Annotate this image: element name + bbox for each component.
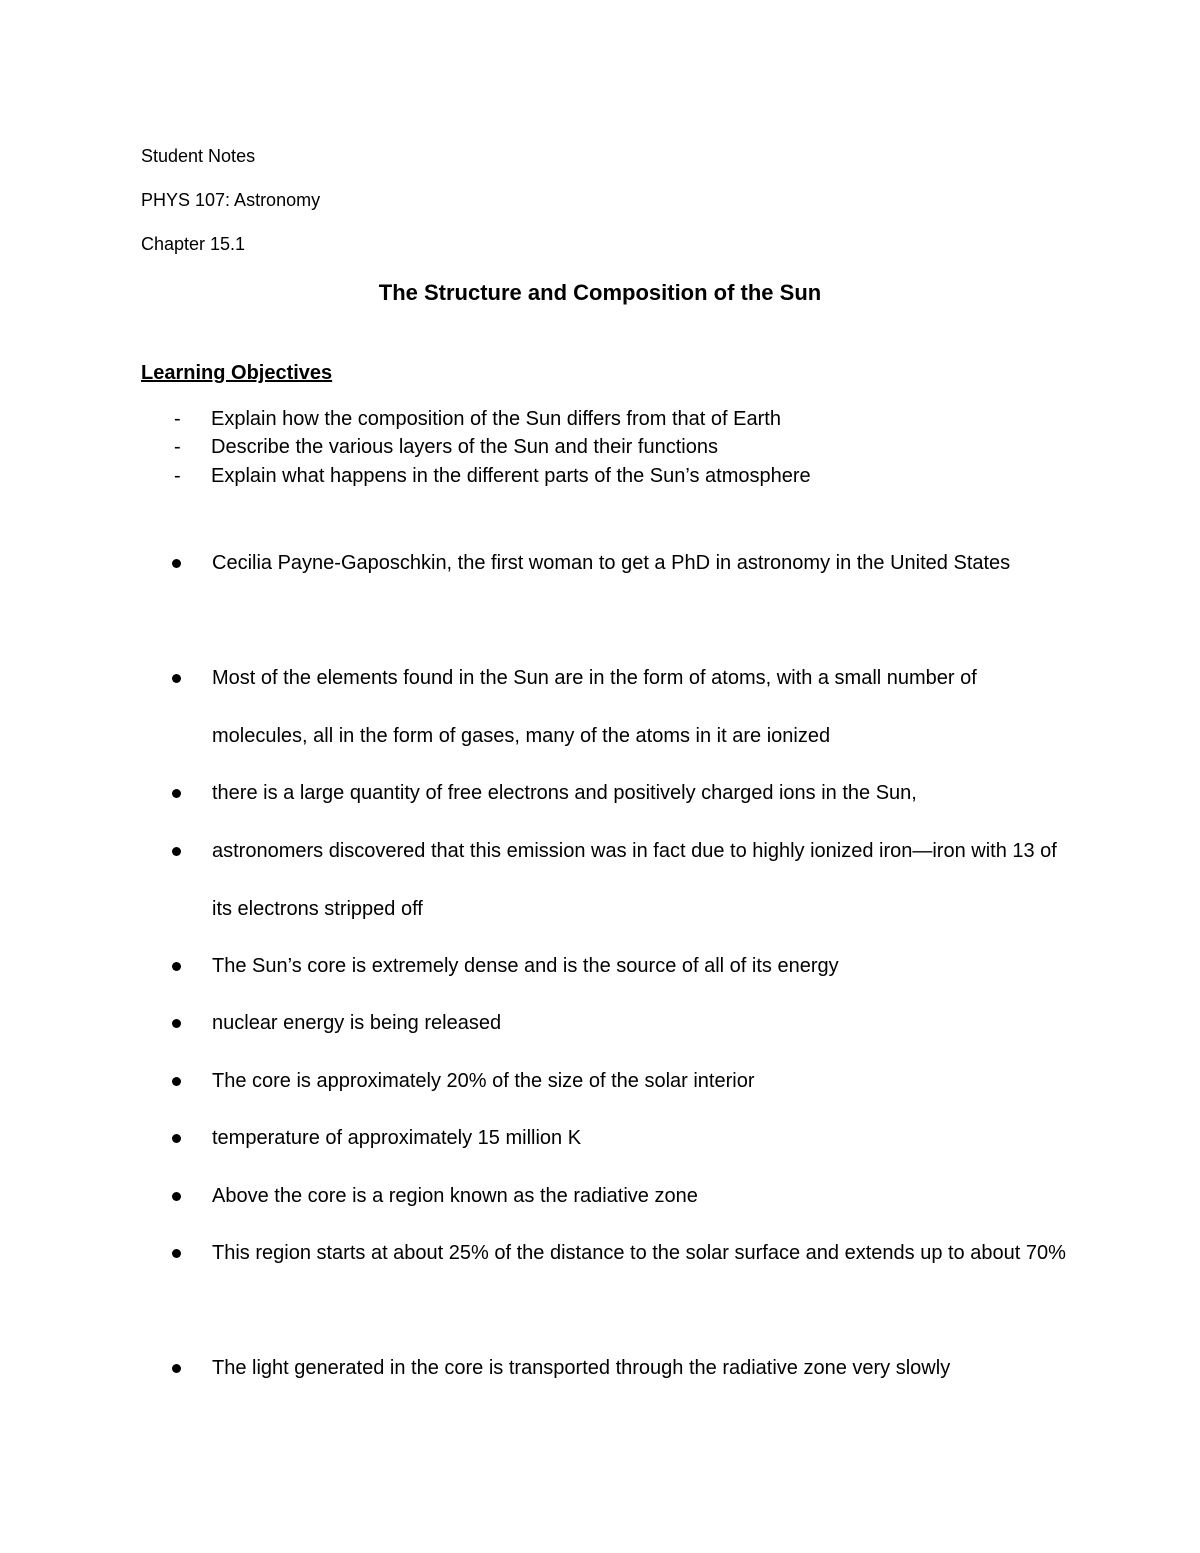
objective-text: Explain how the composition of the Sun differs from that of Earth bbox=[211, 408, 781, 430]
list-item bbox=[172, 1053, 1072, 1111]
list-item bbox=[172, 1168, 1072, 1226]
page-title: The Structure and Composition of the Sun bbox=[378, 280, 822, 305]
list-item-text: Above the core is a region known as the radiative zone bbox=[212, 1185, 698, 1207]
student-notes-label: Student Notes bbox=[141, 146, 256, 166]
list-item bbox=[172, 938, 1072, 996]
list-item-text: This region starts at about 25% of the distance to the solar surface and extends up to about 70% bbox=[212, 1242, 1066, 1264]
chapter-label: Chapter 15.1 bbox=[141, 234, 246, 254]
list-item-text: Most of the elements found in the Sun are in the form of atoms, with a small number of molecules, all in the form of gases, many of the atoms in it are ionized bbox=[212, 667, 977, 747]
list-item-text: The core is approximately 20% of the size of the solar interior bbox=[212, 1070, 755, 1092]
bullet-icon bbox=[172, 1192, 181, 1201]
list-item bbox=[172, 1225, 1072, 1283]
list-item bbox=[172, 995, 1072, 1053]
bullet-icon bbox=[172, 559, 181, 568]
bullet-icon bbox=[172, 1249, 181, 1258]
bullet-icon bbox=[172, 674, 181, 683]
list-item-text: The light generated in the core is transported through the radiative zone very slowly bbox=[212, 1357, 951, 1379]
list-item-text: there is a large quantity of free electrons and positively charged ions in the Sun, bbox=[212, 782, 917, 804]
course-label: PHYS 107: Astronomy bbox=[141, 190, 321, 210]
list-item bbox=[172, 650, 1072, 765]
list-item-text: astronomers discovered that this emission was in fact due to highly ionized iron—iron with 13 of its electrons stripped off bbox=[212, 840, 1057, 920]
objective-text: Explain what happens in the different parts of the Sun’s atmosphere bbox=[211, 465, 811, 487]
objective-item bbox=[174, 464, 811, 488]
list-item bbox=[172, 823, 1072, 938]
objective-text: Describe the various layers of the Sun and their functions bbox=[211, 436, 718, 458]
list-item bbox=[172, 1110, 1072, 1168]
list-item-text: nuclear energy is being released bbox=[212, 1012, 502, 1034]
bullet-icon bbox=[172, 847, 181, 856]
bullet-icon bbox=[172, 962, 181, 971]
list-item bbox=[172, 535, 1072, 593]
list-item bbox=[172, 1340, 1072, 1398]
dash-marker: - bbox=[174, 436, 181, 458]
objective-item bbox=[174, 407, 781, 431]
dash-marker: - bbox=[174, 408, 181, 430]
list-item-text: The Sun’s core is extremely dense and is the source of all of its energy bbox=[212, 955, 839, 977]
bullet-icon bbox=[172, 1077, 181, 1086]
objective-item bbox=[174, 435, 718, 459]
bullet-icon bbox=[172, 1364, 181, 1373]
bullet-icon bbox=[172, 1019, 181, 1028]
bullet-icon bbox=[172, 789, 181, 798]
list-item-text: temperature of approximately 15 million K bbox=[212, 1127, 582, 1149]
bullet-icon bbox=[172, 1134, 181, 1143]
learning-objectives-heading: Learning Objectives bbox=[141, 362, 333, 384]
list-item-text: Cecilia Payne-Gaposchkin, the first woman to get a PhD in astronomy in the United States bbox=[212, 552, 1011, 574]
dash-marker: - bbox=[174, 465, 181, 487]
list-item bbox=[172, 765, 1072, 823]
